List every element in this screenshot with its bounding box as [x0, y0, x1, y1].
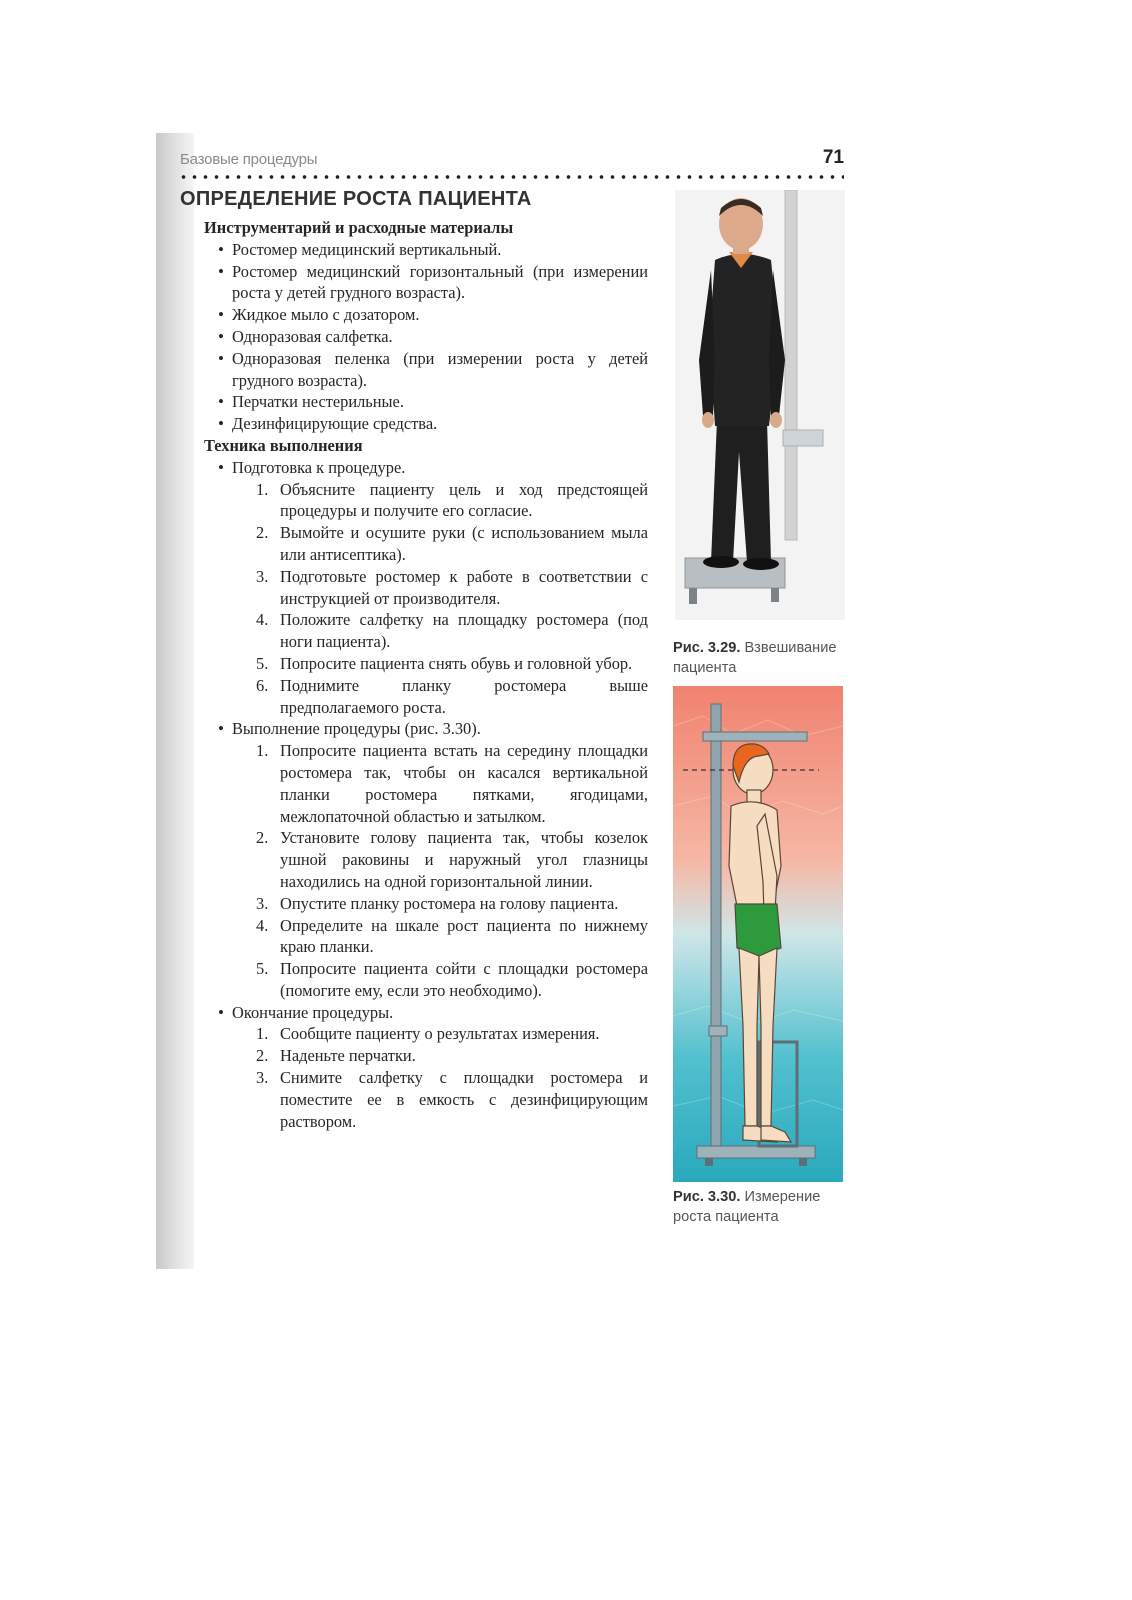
step-text: Попросите пациента встать на середину площадки ростомера так, чтобы он касался вертикальной планки ростомера пятками, ягодицами, межлопаточной областью и затылком. [280, 741, 648, 826]
step-item [256, 1067, 648, 1132]
step-number: 1. [256, 1024, 269, 1044]
list-item: • Одноразовая пеленка (при измерении роста у детей грудного возраста). [204, 348, 648, 392]
step-item [256, 566, 648, 610]
step-item [256, 915, 648, 959]
step-number: 4. [256, 915, 269, 935]
illustration-height-measurement-icon [673, 686, 843, 1182]
step-text: Подготовьте ростомер к работе в соответствии с инструкцией от производителя. [280, 566, 648, 608]
execution-steps [204, 740, 648, 1002]
dotted-rule [178, 174, 844, 180]
phase-title: • Подготовка к процедуре. [204, 457, 648, 479]
phase-title: • Окончание процедуры. [204, 1002, 648, 1024]
step-number: 2. [256, 523, 269, 543]
list-item: • Перчатки нестерильные. [204, 391, 648, 413]
step-item [256, 740, 648, 827]
step-item [256, 675, 648, 719]
running-head: Базовые процедуры [180, 151, 318, 168]
instruments-heading: Инструментарий и расходные материалы [204, 218, 514, 237]
step-number: 3. [256, 1068, 269, 1088]
preparation-steps [204, 479, 648, 719]
figure-label: Рис. 3.30. [673, 1189, 741, 1205]
completion-steps [204, 1023, 648, 1132]
step-number: 2. [256, 1046, 269, 1066]
step-text: Вымойте и осушите руки (с использованием мыла или антисептика). [280, 523, 648, 564]
figure-height-measurement [673, 686, 843, 1182]
step-text: Сообщите пациенту о результатах измерения. [280, 1024, 600, 1044]
page-number: 71 [822, 147, 844, 168]
section-title: ОПРЕДЕЛЕНИЕ РОСТА ПАЦИЕНТА [180, 188, 532, 210]
step-number: 1. [256, 479, 269, 499]
step-text: Попросите пациента снять обувь и головной убор. [280, 653, 633, 673]
step-text: Объясните пациенту цель и ход предстоящей процедуры и получите его согласие. [280, 479, 648, 521]
step-number: 5. [256, 959, 269, 979]
step-item [256, 958, 648, 1002]
figure-caption-text: Взвешивание пациента [673, 640, 837, 676]
step-number: 3. [256, 893, 269, 913]
step-item [256, 609, 648, 653]
step-text: Установите голову пациента так, чтобы козелок ушной раковины и наружный угол глазницы находились на одной горизонтальной линии. [280, 828, 648, 891]
list-item: • Ростомер медицинский вертикальный. [204, 239, 648, 261]
book-page [156, 133, 868, 1269]
step-text: Определите на шкале рост пациента по нижнему краю планки. [280, 915, 648, 957]
step-item [256, 1023, 648, 1045]
list-item: • Одноразовая салфетка. [204, 326, 648, 348]
list-item: • Жидкое мыло с дозатором. [204, 304, 648, 326]
figure-weighing-photo [675, 190, 845, 620]
body-text [204, 217, 648, 1132]
step-item [256, 522, 648, 566]
step-number: 2. [256, 828, 269, 848]
step-number: 5. [256, 653, 269, 673]
figure-caption [673, 1187, 853, 1227]
step-text: Поднимите планку ростомера выше предполагаемого роста. [280, 675, 648, 717]
figure-caption-text: Измерение роста пациента [673, 1189, 821, 1225]
step-text: Наденьте перчатки. [280, 1046, 416, 1066]
phase-title: • Выполнение процедуры (рис. 3.30). [204, 718, 648, 740]
step-number: 1. [256, 741, 269, 761]
step-item [256, 479, 648, 523]
step-number: 3. [256, 566, 269, 586]
step-item [256, 653, 648, 675]
step-text: Снимите салфетку с площадки ростомера и поместите ее в емкость с дезинфицирующим раствором. [280, 1068, 648, 1131]
step-item [256, 1045, 648, 1067]
step-number: 4. [256, 610, 269, 630]
step-text: Попросите пациента сойти с площадки ростомера (помогите ему, если это необходимо). [280, 959, 648, 1000]
figure-caption [673, 638, 853, 678]
instruments-list [204, 239, 648, 435]
step-text: Положите салфетку на площадку ростомера (под ноги пациента). [280, 610, 648, 652]
step-number: 6. [256, 675, 269, 695]
step-text: Опустите планку ростомера на голову пациента. [280, 893, 619, 913]
step-item [256, 827, 648, 892]
figure-label: Рис. 3.29. [673, 640, 741, 656]
photo-man-on-scale-icon [675, 190, 845, 620]
list-item: • Дезинфицирующие средства. [204, 413, 648, 435]
step-item [256, 893, 648, 915]
technique-heading: Техника выполнения [204, 435, 363, 455]
list-item: • Ростомер медицинский горизонтальный (при измерении роста у детей грудного возраста). [204, 261, 648, 305]
